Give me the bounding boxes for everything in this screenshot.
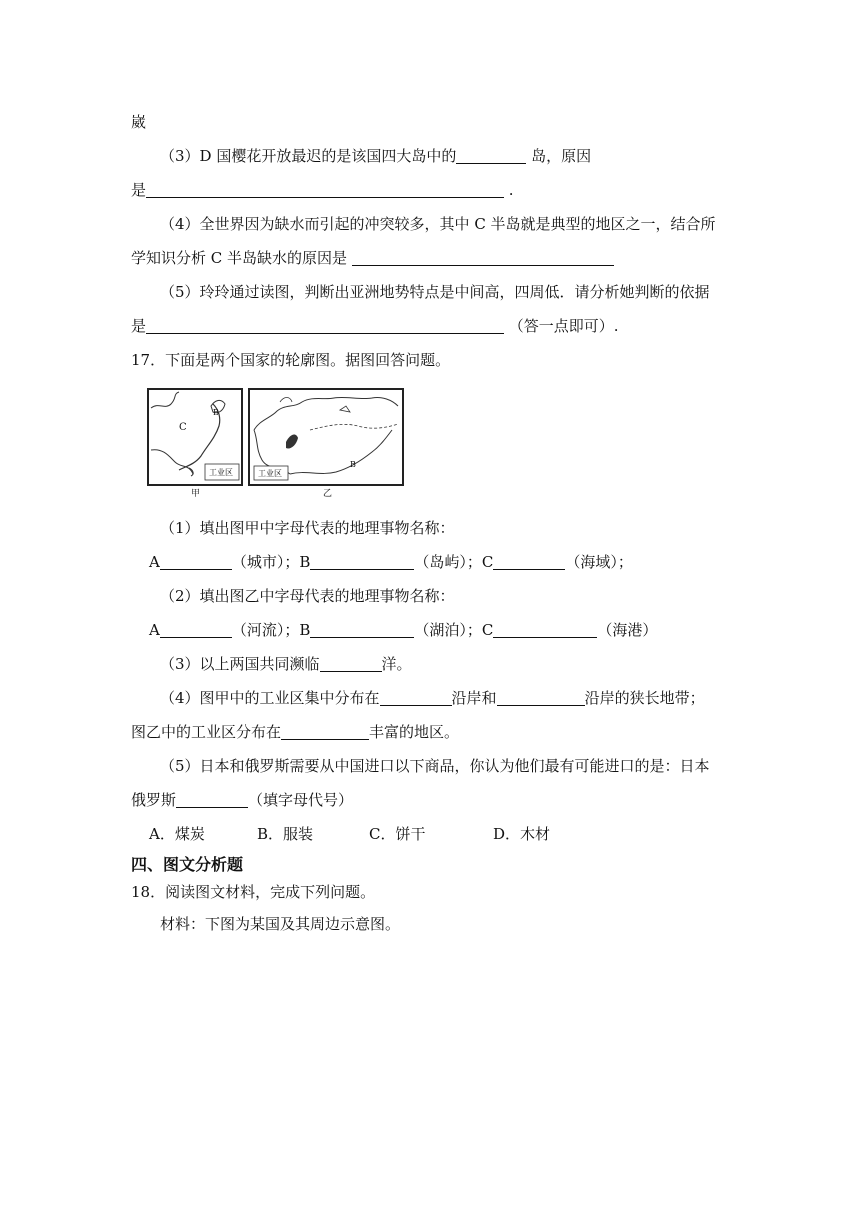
answer-blank[interactable] — [493, 621, 597, 638]
q17-part4-text: 沿岸的狭长地带； — [584, 689, 705, 707]
answer-blank[interactable] — [281, 723, 369, 740]
q17-part5-text: 俄罗斯 — [131, 791, 177, 809]
q17-part4-line1 — [160, 688, 705, 708]
answer-blank[interactable] — [352, 249, 614, 266]
q17-options — [149, 824, 550, 844]
q16-part5-text: 是 — [131, 317, 147, 335]
map-label-c: C — [179, 422, 187, 433]
q16-part3-text: . — [504, 181, 514, 199]
q17-part4-text: 图乙中的工业区分布在 — [131, 723, 282, 741]
q16-part3-text: 是 — [131, 181, 147, 199]
q17-part3 — [160, 654, 412, 674]
option-b[interactable]: B．服装 — [257, 825, 314, 843]
q17-part1-prompt: （1）填出图甲中字母代表的地理事物名称： — [160, 519, 455, 537]
map-label-b: B — [213, 408, 219, 417]
q16-part3-line2 — [131, 180, 514, 200]
map-jia-caption: 甲 — [191, 489, 201, 499]
q17-part2-prompt: （2）填出图乙中字母代表的地理事物名称： — [160, 587, 455, 605]
q16-part5-line2 — [131, 316, 619, 336]
option-d[interactable]: D．木材 — [493, 825, 551, 843]
q17-part1-answers — [149, 552, 633, 572]
answer-blank[interactable] — [493, 553, 565, 570]
option-c[interactable]: C．饼干 — [369, 825, 426, 843]
q17-part5-line2 — [131, 790, 353, 810]
map-yi — [248, 388, 404, 486]
q16-part3-text: （3）D 国樱花开放最迟的是该国四大岛中的 — [160, 147, 457, 165]
q17-part3-text: 洋。 — [381, 655, 412, 673]
answer-blank[interactable] — [320, 655, 382, 672]
q17-part2-answers — [149, 620, 657, 640]
answer-blank[interactable] — [380, 689, 452, 706]
answer-blank[interactable] — [146, 181, 504, 198]
q18-stem: 18．阅读图文材料，完成下列问题。 — [131, 883, 376, 901]
label-a: A — [149, 621, 160, 639]
label-a: A — [149, 553, 160, 571]
q18-material: 材料：下图为某国及其周边示意图。 — [160, 915, 401, 933]
map-yi-caption: 乙 — [323, 489, 333, 499]
q17-part5-text: （填字母代号） — [248, 791, 354, 809]
section-heading: 四、图文分析题 — [131, 855, 244, 874]
previous-line-fragment: 崴 — [131, 113, 147, 131]
q17-part4-line2 — [131, 722, 459, 742]
q16-part4-line2 — [131, 248, 614, 268]
hint-text: （海域）； — [565, 553, 633, 571]
hint-text: （海港） — [597, 621, 658, 639]
hint-text: （岛屿）；C — [414, 553, 494, 571]
q16-part3-text: 岛，原因 — [526, 147, 592, 165]
answer-blank[interactable] — [160, 553, 232, 570]
answer-blank[interactable] — [310, 621, 414, 638]
answer-blank[interactable] — [176, 791, 248, 808]
hint-text: （湖泊）；C — [414, 621, 494, 639]
map-legend-industrial: 工业区 — [258, 469, 282, 478]
option-a[interactable]: A．煤炭 — [149, 825, 205, 843]
q17-stem: 17．下面是两个国家的轮廓图。据图回答问题。 — [131, 351, 451, 369]
q17-part4-text: 丰富的地区。 — [369, 723, 460, 741]
answer-blank[interactable] — [456, 147, 526, 164]
hint-text: （河流）；B — [231, 621, 311, 639]
q16-part4-text: 学知识分析 C 半岛缺水的原因是 — [131, 249, 352, 267]
hint-text: （城市）；B — [231, 553, 311, 571]
answer-blank[interactable] — [146, 317, 504, 334]
map-legend-industrial: 工业区 — [209, 468, 233, 477]
q17-part4-text: （4）图甲中的工业区集中分布在 — [160, 689, 380, 707]
q16-part5-line1: （5）玲玲通过读图，判断出亚洲地势特点是中间高，四周低．请分析她判断的依据 — [160, 283, 710, 301]
map-label-b: B — [350, 460, 356, 469]
q17-part4-text: 沿岸和 — [451, 689, 497, 707]
map-jia — [147, 388, 243, 486]
answer-blank[interactable] — [310, 553, 414, 570]
answer-blank[interactable] — [497, 689, 585, 706]
q16-part5-text: （答一点即可）. — [504, 317, 619, 335]
answer-blank[interactable] — [160, 621, 232, 638]
q17-part3-text: （3）以上两国共同濒临 — [160, 655, 320, 673]
q17-part5-line1: （5）日本和俄罗斯需要从中国进口以下商品，你认为他们最有可能进口的是：日本 — [160, 757, 710, 775]
q16-part3-line1 — [160, 146, 591, 166]
q16-part4-line1: （4）全世界因为缺水而引起的冲突较多，其中 C 半岛就是典型的地区之一，结合所 — [160, 215, 716, 233]
